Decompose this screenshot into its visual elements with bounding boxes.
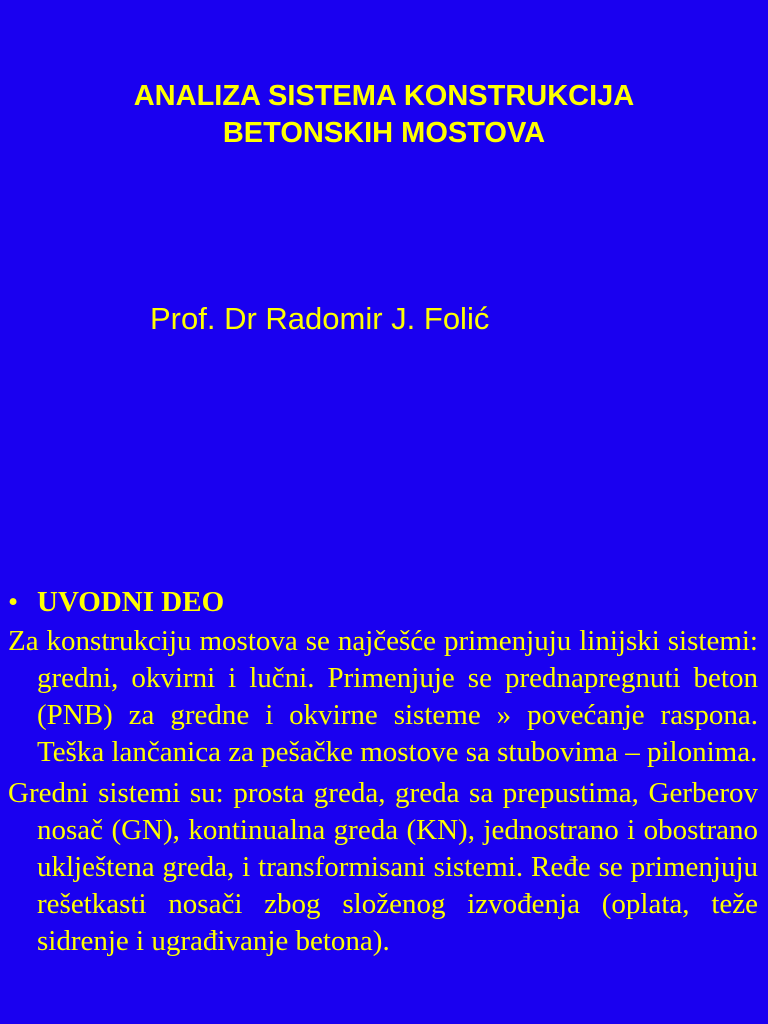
slide-title xyxy=(0,78,768,152)
author-name: Prof. Dr Radomir J. Folić xyxy=(150,301,490,336)
paragraph-intro: Za konstrukciju mostova se najčešće primenjuju linijski sistemi: gredni, okvirni i lučni. Primenjuje se prednapregnuti beton (PNB) za gredne i okvirne sisteme » povećanje raspona. Teška lančanica za pešačke mostove sa stubovima – pilonima. xyxy=(8,625,758,768)
bullet-icon: • xyxy=(8,586,19,618)
slide-body xyxy=(0,584,768,960)
section-heading-text: UVODNI DEO xyxy=(37,586,225,618)
section-heading xyxy=(0,584,768,621)
slide-title-line-2: BETONSKIH MOSTOVA xyxy=(222,117,546,149)
slide-title-line-1: ANALIZA SISTEMA KONSTRUKCIJA xyxy=(133,80,635,112)
paragraph-beam-systems: Gredni sistemi su: prosta greda, greda sa prepustima, Gerberov nosač (GN), kontinualna greda (KN), jednostrano i obostrano uklještena greda, i transformisani sistemi. Ređe se primenjuju rešetkasti nosači zbog složenog izvođenja (oplata, teže sidrenje i ugrađivanje betona). xyxy=(8,777,758,957)
